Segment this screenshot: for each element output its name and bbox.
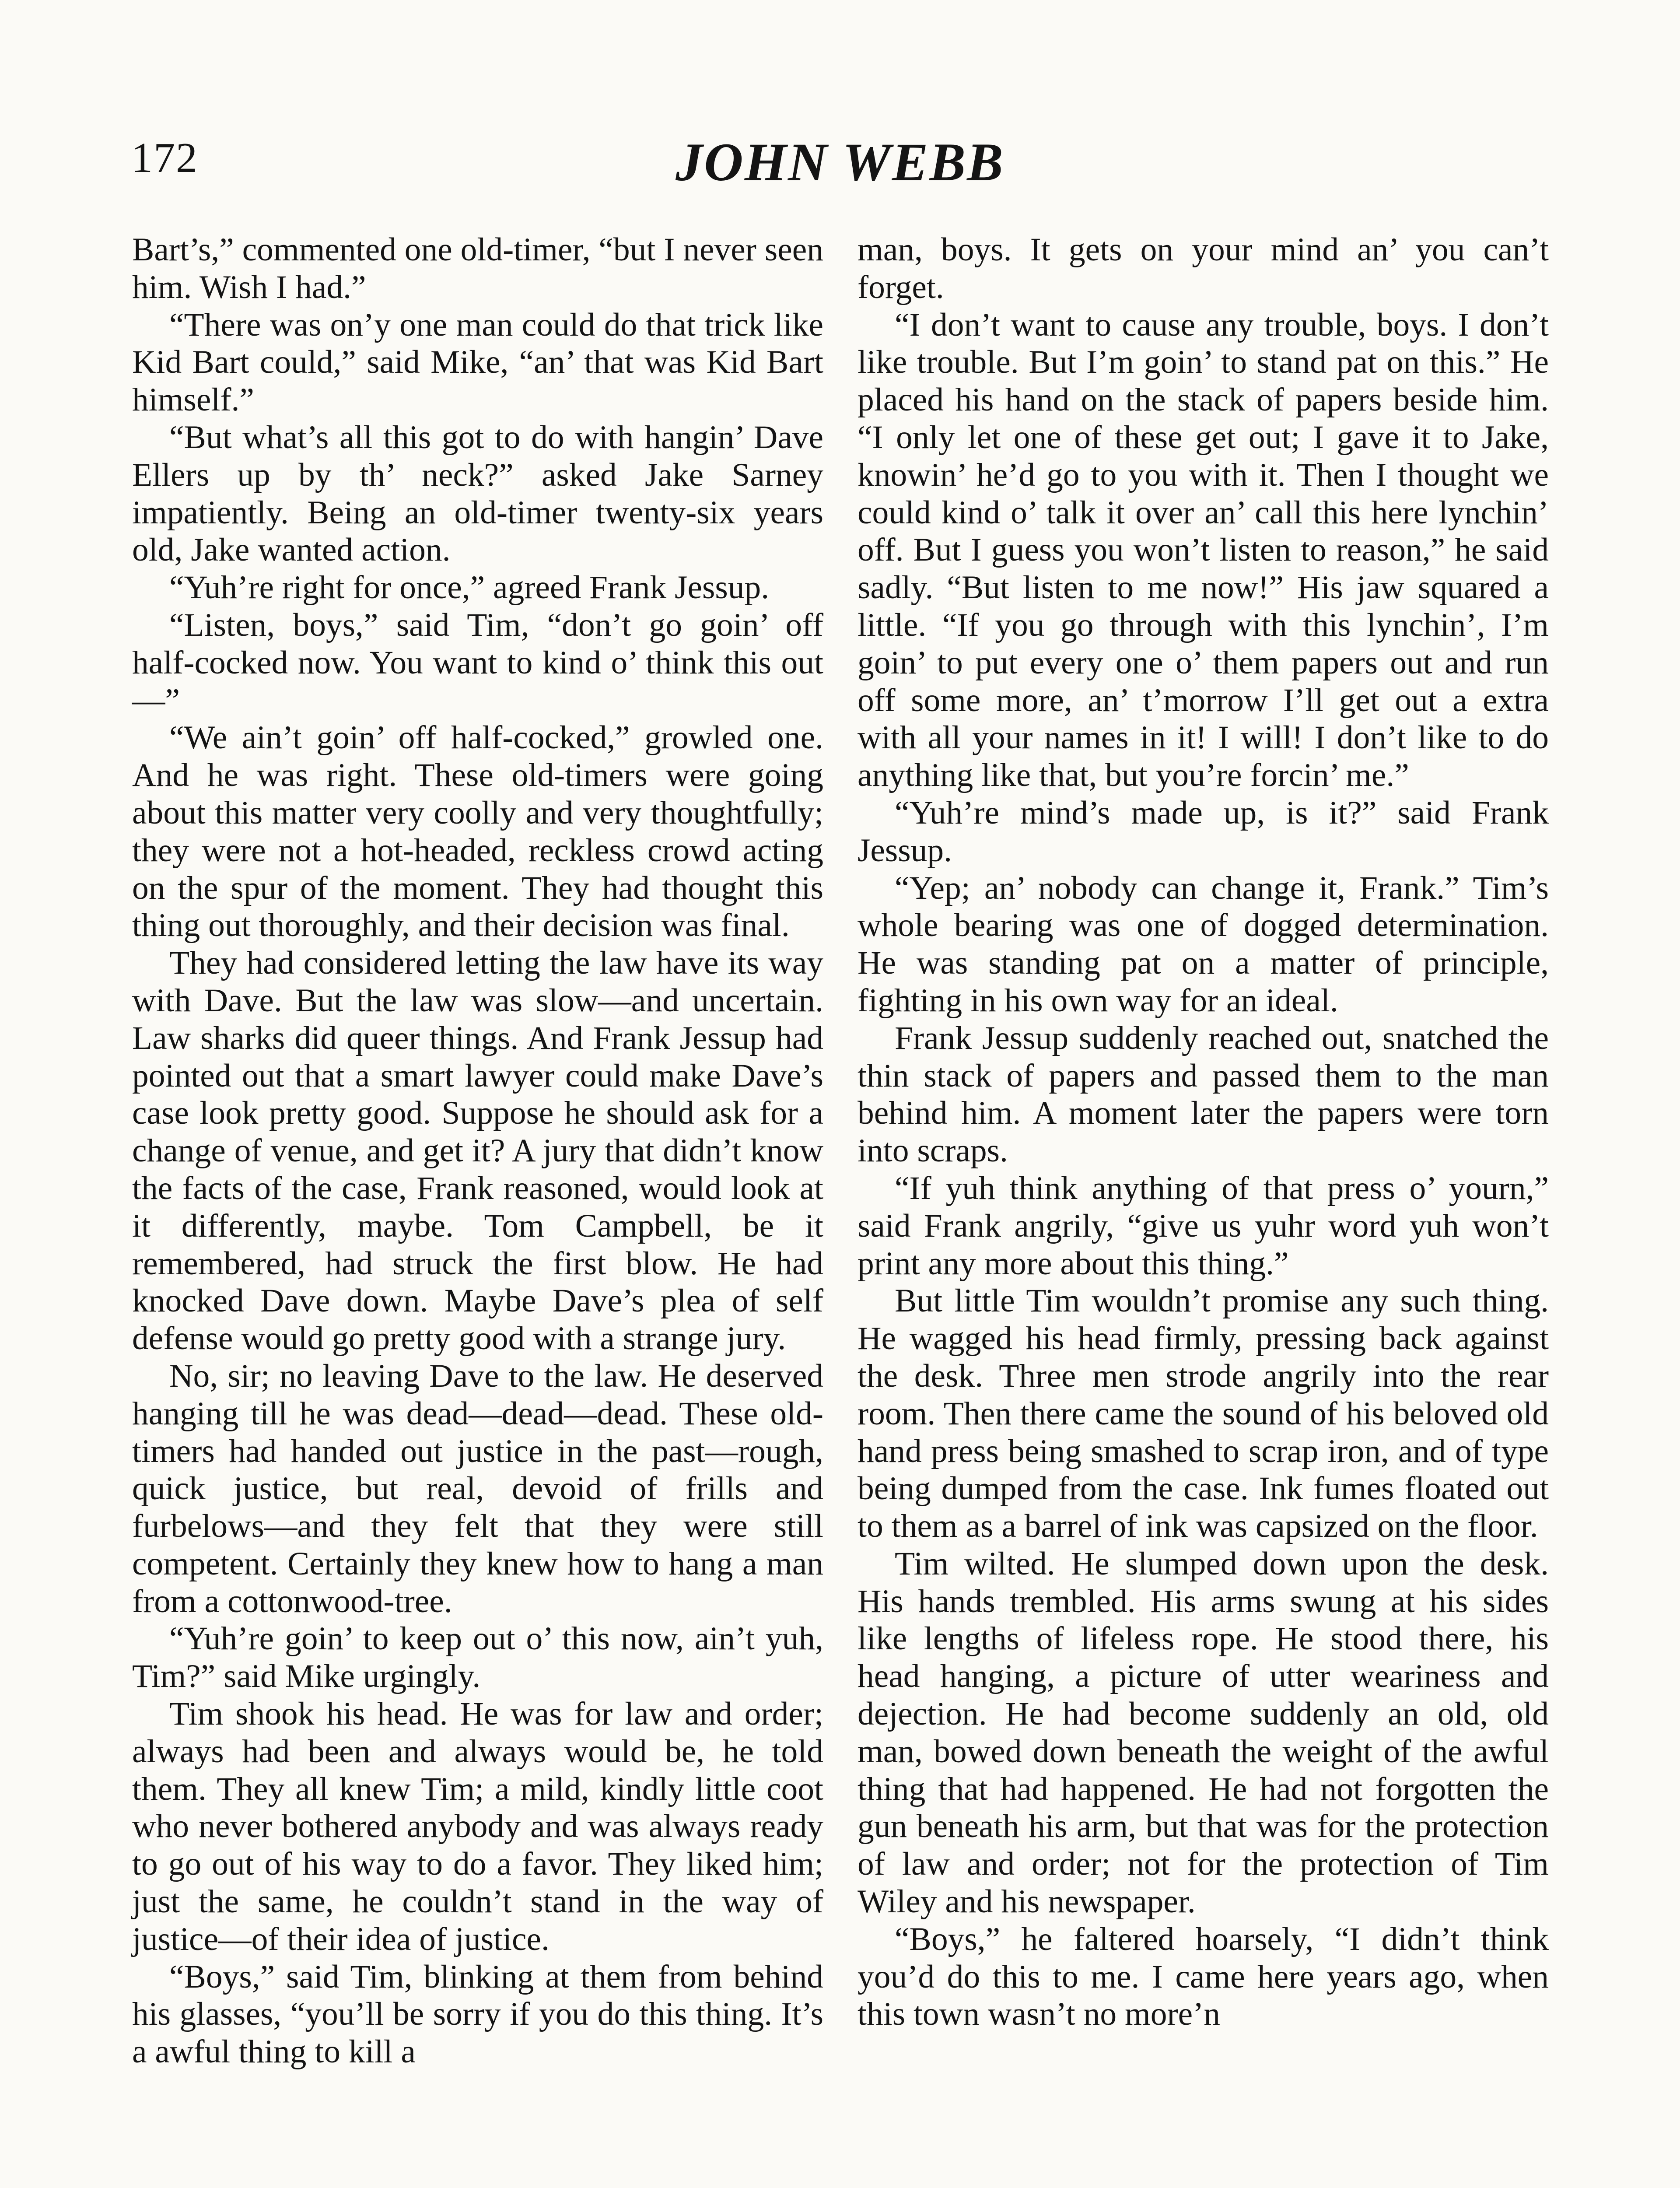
paragraph: “Boys,” said Tim, blinking at them from behind his glasses, “you’ll be sorry if you do this thing. It’s a awful thing to kill a [132,1958,823,2070]
left-column [132,231,823,2071]
paragraph: “There was on’y one man could do that trick like Kid Bart could,” said Mike, “an’ that was Kid Bart himself.” [132,306,823,418]
paragraph: “Boys,” he faltered hoarsely, “I didn’t think you’d do this to me. I came here years ago, when this town wasn’t no more’n [858,1921,1549,2033]
paragraph: “But what’s all this got to do with hangin’ Dave Ellers up by th’ neck?” asked Jake Sarney impatiently. Being an old-timer twenty-six years old, Jake wanted action. [132,419,823,568]
paragraph: “If yuh think anything of that press o’ yourn,” said Frank angrily, “give us yuhr word yuh won’t print any more about this thing.” [858,1170,1549,1282]
paragraph: “Yep; an’ nobody can change it, Frank.” Tim’s whole bearing was one of dogged determination. He was standing pat on a matter of principle, fighting in his own way for an ideal. [858,870,1549,1019]
paragraph: “Listen, boys,” said Tim, “don’t go goin’ off half-cocked now. You want to kind o’ think this out—” [132,607,823,719]
right-column [858,231,1549,2033]
paragraph: Tim wilted. He slumped down upon the desk. His hands trembled. His arms swung at his sides like lengths of lifeless rope. He stood there, his head hanging, a picture of utter weariness and dejection. He had become suddenly an old, old man, bowed down beneath the weight of the awful thing that had happened. He had not forgotten the gun beneath his arm, but that was for the protection of law and order; not for the protection of Tim Wiley and his newspaper. [858,1545,1549,1920]
paragraph: “Yuh’re goin’ to keep out o’ this now, ain’t yuh, Tim?” said Mike urgingly. [132,1620,823,1695]
paragraph: Bart’s,” commented one old-timer, “but I never seen him. Wish I had.” [132,231,823,305]
paragraph: man, boys. It gets on your mind an’ you can’t forget. [858,231,1549,305]
paragraph: “I don’t want to cause any trouble, boys. I don’t like trouble. But I’m goin’ to stand pat on this.” He placed his hand on the stack of papers beside him. “I only let one of these get out; I gave it to Jake, knowin’ he’d go to you with it. Then I thought we could kind o’ talk it over an’ call this here lynchin’ off. But I guess you won’t listen to reason,” he said sadly. “But listen to me now!” His jaw squared a little. “If you go through with this lynchin’, I’m goin’ to put every one o’ them papers out and run off some more, an’ t’morrow I’ll get out a extra with all your names in it! I will! I don’t like to do anything like that, but you’re forcin’ me.” [858,306,1549,794]
running-head: JOHN WEBB [676,132,1004,192]
paragraph: “We ain’t goin’ off half-cocked,” growled one. And he was right. These old-timers were going about this matter very coolly and very thoughtfully; they were not a hot-headed, reckless crowd acting on the spur of the moment. They had thought this thing out thoroughly, and their decision was final. [132,719,823,944]
paragraph: They had considered letting the law have its way with Dave. But the law was slow—and uncertain. Law sharks did queer things. And Frank Jessup had pointed out that a smart lawyer could make Dave’s case look pretty good. Suppose he should ask for a change of venue, and get it? A jury that didn’t know the facts of the case, Frank reasoned, would look at it differently, maybe. Tom Campbell, be it remembered, had struck the first blow. He had knocked Dave down. Maybe Dave’s plea of self defense would go pretty good with a strange jury. [132,945,823,1357]
page-header [0,0,1680,219]
paragraph: “Yuh’re right for once,” agreed Frank Jessup. [169,569,770,606]
paragraph: Frank Jessup suddenly reached out, snatched the thin stack of papers and passed them to the man behind him. A moment later the papers were torn into scraps. [858,1020,1549,1169]
paragraph: Tim shook his head. He was for law and order; always had been and always would be, he told them. They all knew Tim; a mild, kindly little coot who never bothered anybody and was always ready to go out of his way to do a favor. They liked him; just the same, he couldn’t stand in the way of justice—of their idea of justice. [132,1696,823,1957]
paragraph: But little Tim wouldn’t promise any such thing. He wagged his head firmly, pressing back against the desk. Three men strode angrily into the rear room. Then there came the sound of his beloved old hand press being smashed to scrap iron, and of type being dumped from the case. Ink fumes floated out to them as a barrel of ink was capsized on the floor. [858,1283,1549,1545]
paragraph: No, sir; no leaving Dave to the law. He deserved hanging till he was dead—dead—dead. These old-timers had handed out justice in the past—rough, quick justice, but real, devoid of frills and furbelows—and they felt that they were still competent. Certainly they knew how to hang a man from a cottonwood-tree. [132,1357,823,1620]
page-number: 172 [131,134,198,182]
paragraph: “Yuh’re mind’s made up, is it?” said Frank Jessup. [858,794,1549,869]
